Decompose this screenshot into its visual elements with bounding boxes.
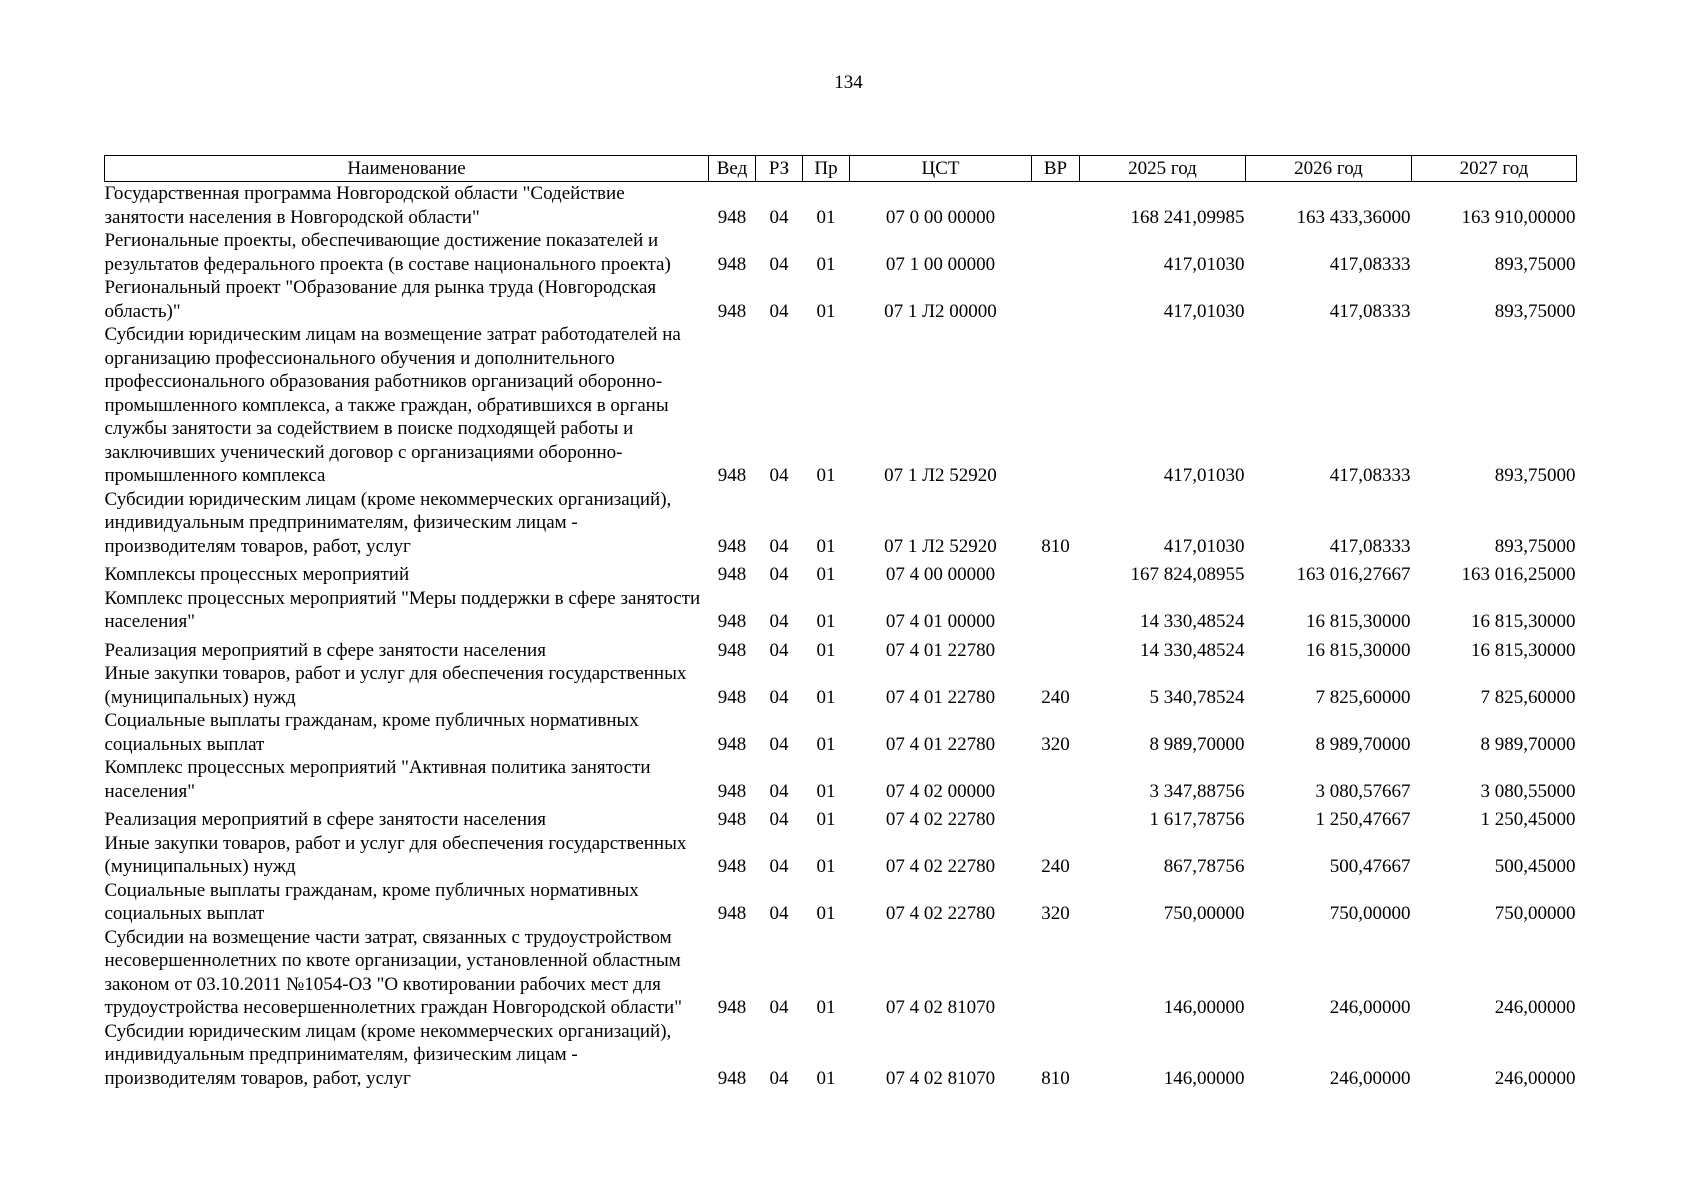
table-row: [105, 634, 1577, 663]
cell-cst: 07 1 00 00000: [885, 253, 996, 275]
cell-2025: 417,01030: [1163, 535, 1245, 557]
cell-rz: 04: [769, 780, 789, 802]
cell-2027: 500,45000: [1494, 856, 1576, 877]
cell-cst: 07 4 02 22780: [885, 903, 996, 924]
cell-ved: 948: [717, 1067, 747, 1089]
cell-pr: 01: [816, 809, 836, 830]
cell-vr: [1032, 587, 1080, 634]
header-ved: Вед: [709, 156, 756, 182]
cell-pr: 01: [816, 903, 836, 924]
cell-vr: [1032, 756, 1080, 803]
cell-ved: 948: [717, 253, 747, 275]
cell-2025: 417,01030: [1163, 300, 1245, 322]
cell-ved: 948: [717, 733, 747, 755]
header-pr: Пр: [803, 156, 850, 182]
cell-cst: 07 4 01 00000: [885, 611, 996, 632]
header-2026: 2026 год: [1246, 156, 1412, 182]
cell-cst: 07 4 02 22780: [885, 809, 996, 830]
cell-rz: 04: [769, 686, 789, 708]
cell-vr: [1032, 803, 1080, 832]
table-row: [105, 832, 1577, 879]
cell-2026: 417,08333: [1329, 300, 1411, 322]
cell-vr: 240: [1041, 686, 1070, 708]
cell-2026: 7 825,60000: [1315, 686, 1411, 708]
cell-rz: 04: [769, 903, 789, 924]
cell-pr: 01: [816, 206, 836, 228]
cell-2025: 14 330,48524: [1140, 639, 1245, 661]
cell-2027: 246,00000: [1494, 997, 1576, 1018]
cell-2026: 750,00000: [1329, 903, 1411, 924]
table-row: [105, 803, 1577, 832]
cell-ved: 948: [717, 809, 747, 830]
cell-ved: 948: [717, 611, 747, 632]
cell-vr: 810: [1041, 535, 1070, 557]
cell-2027: 8 989,70000: [1480, 733, 1576, 755]
cell-2025: 417,01030: [1163, 253, 1245, 275]
cell-ved: 948: [717, 639, 747, 661]
cell-pr: 01: [816, 611, 836, 632]
cell-cst: 07 4 01 22780: [885, 686, 996, 708]
cell-ved: 948: [717, 465, 747, 486]
cell-name: Субсидии на возмещение части затрат, связанных с трудоустройством несовершеннолетних по квоте организации, установленной областным законом от 03.10.2011 №1054-ОЗ "О квотировании рабочих мест для трудоустройства несовершеннолетних граждан Новгородской области": [104, 926, 682, 1018]
cell-2026: 163 433,36000: [1296, 206, 1411, 228]
cell-2027: 893,75000: [1494, 535, 1576, 557]
header-name: Наименование: [105, 156, 709, 182]
cell-ved: 948: [717, 300, 747, 322]
cell-rz: 04: [769, 465, 789, 486]
table-row: [105, 879, 1577, 926]
cell-ved: 948: [717, 997, 747, 1018]
cell-2025: 146,00000: [1163, 1067, 1245, 1089]
cell-2025: 14 330,48524: [1140, 611, 1245, 632]
cell-pr: 01: [816, 535, 836, 557]
header-rz: РЗ: [756, 156, 803, 182]
cell-2026: 417,08333: [1329, 535, 1411, 557]
table-body: [105, 182, 1577, 1091]
cell-pr: 01: [816, 639, 836, 661]
cell-2027: 163 910,00000: [1461, 206, 1576, 228]
cell-name: Социальные выплаты гражданам, кроме публичных нормативных социальных выплат: [104, 879, 639, 924]
table-row: [105, 1020, 1577, 1091]
header-vr: ВР: [1032, 156, 1080, 182]
cell-vr: [1032, 634, 1080, 663]
table-row: [105, 276, 1577, 323]
cell-rz: 04: [769, 535, 789, 557]
cell-vr: 810: [1041, 1067, 1070, 1089]
table-row: [105, 587, 1577, 634]
cell-cst: 07 4 02 81070: [885, 1067, 996, 1089]
cell-2027: 16 815,30000: [1471, 639, 1576, 661]
cell-name: Государственная программа Новгородской области "Содействие занятости населения в Новгородской области": [104, 183, 625, 228]
cell-cst: 07 4 02 22780: [885, 856, 996, 877]
cell-2026: 8 989,70000: [1315, 733, 1411, 755]
cell-vr: 240: [1041, 856, 1070, 877]
cell-vr: [1032, 926, 1080, 1020]
budget-table: [104, 155, 1577, 1090]
cell-pr: 01: [816, 253, 836, 275]
cell-2027: 893,75000: [1494, 465, 1576, 486]
cell-2025: 8 989,70000: [1149, 733, 1245, 755]
cell-2026: 417,08333: [1329, 253, 1411, 275]
table-header: [105, 156, 1577, 182]
page-number: 134: [834, 72, 863, 93]
cell-name: Реализация мероприятий в сфере занятости населения: [104, 809, 546, 830]
cell-2025: 167 824,08955: [1130, 564, 1245, 585]
table-row: [105, 662, 1577, 709]
cell-name: Иные закупки товаров, работ и услуг для обеспечения государственных (муниципальных) нужд: [104, 832, 687, 877]
cell-pr: 01: [816, 564, 836, 585]
cell-pr: 01: [816, 997, 836, 1018]
cell-2026: 500,47667: [1329, 856, 1411, 877]
cell-2025: 3 347,88756: [1149, 780, 1245, 802]
table-row: [105, 756, 1577, 803]
cell-ved: 948: [717, 535, 747, 557]
cell-vr: [1032, 182, 1080, 230]
cell-2027: 750,00000: [1494, 903, 1576, 924]
cell-cst: 07 4 02 81070: [885, 997, 996, 1018]
cell-2026: 1 250,47667: [1315, 809, 1411, 830]
cell-2025: 5 340,78524: [1149, 686, 1245, 708]
cell-2026: 3 080,57667: [1315, 780, 1411, 802]
cell-name: Комплексы процессных мероприятий: [104, 564, 410, 585]
cell-pr: 01: [816, 465, 836, 486]
cell-2027: 893,75000: [1494, 253, 1576, 275]
header-2027: 2027 год: [1412, 156, 1577, 182]
cell-cst: 07 4 01 22780: [885, 733, 996, 755]
cell-rz: 04: [769, 300, 789, 322]
cell-rz: 04: [769, 639, 789, 661]
cell-pr: 01: [816, 780, 836, 802]
table-row: [105, 323, 1577, 488]
cell-2025: 1 617,78756: [1149, 809, 1245, 830]
cell-pr: 01: [816, 1067, 836, 1089]
cell-vr: 320: [1041, 733, 1070, 755]
cell-name: Иные закупки товаров, работ и услуг для обеспечения государственных (муниципальных) нужд: [104, 663, 687, 708]
cell-cst: 07 1 Л2 52920: [884, 465, 997, 486]
cell-rz: 04: [769, 564, 789, 585]
cell-vr: [1032, 558, 1080, 587]
table-row: [105, 488, 1577, 559]
cell-name: Комплекс процессных мероприятий "Активная политика занятости населения": [104, 757, 651, 802]
table-row: [105, 709, 1577, 756]
cell-name: Реализация мероприятий в сфере занятости населения: [104, 639, 546, 661]
cell-rz: 04: [769, 1067, 789, 1089]
cell-2027: 246,00000: [1494, 1067, 1576, 1089]
cell-name: Региональный проект "Образование для рынка труда (Новгородская область)": [104, 277, 657, 322]
cell-2027: 3 080,55000: [1480, 780, 1576, 802]
cell-cst: 07 1 Л2 52920: [884, 535, 997, 557]
cell-2025: 417,01030: [1163, 465, 1245, 486]
cell-name: Субсидии юридическим лицам (кроме некоммерческих организаций), индивидуальным предпринимателям, физическим лицам - производителям товаров, работ, услуг: [104, 1020, 672, 1089]
cell-ved: 948: [717, 903, 747, 924]
cell-rz: 04: [769, 997, 789, 1018]
cell-pr: 01: [816, 856, 836, 877]
cell-2025: 750,00000: [1163, 903, 1245, 924]
cell-2026: 246,00000: [1329, 997, 1411, 1018]
cell-vr: [1032, 276, 1080, 323]
cell-name: Субсидии юридическим лицам на возмещение затрат работодателей на организацию профессионального обучения и дополнительного профессионального образования работников организаций оборонно-промышленного комплекса, а также граждан, обратившихся в органы службы занятости за содействием в поиске подходящей работы и заключивших ученический договор с организациями оборонно-промышленного комплекса: [104, 324, 681, 486]
table-row: [105, 182, 1577, 230]
cell-2027: 163 016,25000: [1461, 564, 1576, 585]
header-2025: 2025 год: [1080, 156, 1246, 182]
cell-2027: 16 815,30000: [1471, 611, 1576, 632]
cell-2026: 163 016,27667: [1296, 564, 1411, 585]
cell-2027: 893,75000: [1494, 300, 1576, 322]
cell-pr: 01: [816, 686, 836, 708]
table-row: [105, 558, 1577, 587]
cell-pr: 01: [816, 300, 836, 322]
cell-2026: 246,00000: [1329, 1067, 1411, 1089]
cell-rz: 04: [769, 611, 789, 632]
cell-name: Комплекс процессных мероприятий "Меры поддержки в сфере занятости населения": [104, 587, 701, 632]
cell-2026: 16 815,30000: [1306, 611, 1411, 632]
cell-cst: 07 0 00 00000: [885, 206, 996, 228]
cell-2025: 146,00000: [1163, 997, 1245, 1018]
cell-ved: 948: [717, 686, 747, 708]
cell-rz: 04: [769, 856, 789, 877]
cell-2027: 1 250,45000: [1480, 809, 1576, 830]
cell-name: Социальные выплаты гражданам, кроме публичных нормативных социальных выплат: [104, 710, 639, 755]
cell-2025: 168 241,09985: [1130, 206, 1245, 228]
cell-vr: [1032, 229, 1080, 276]
cell-cst: 07 1 Л2 00000: [884, 300, 997, 322]
cell-name: Субсидии юридическим лицам (кроме некоммерческих организаций), индивидуальным предпринимателям, физическим лицам - производителям товаров, работ, услуг: [104, 488, 672, 557]
cell-cst: 07 4 00 00000: [885, 564, 996, 585]
cell-ved: 948: [717, 856, 747, 877]
cell-rz: 04: [769, 206, 789, 228]
table-row: [105, 229, 1577, 276]
cell-cst: 07 4 01 22780: [885, 639, 996, 661]
cell-ved: 948: [717, 206, 747, 228]
cell-pr: 01: [816, 733, 836, 755]
cell-rz: 04: [769, 809, 789, 830]
table-row: [105, 926, 1577, 1020]
cell-2025: 867,78756: [1163, 856, 1245, 877]
cell-vr: [1032, 323, 1080, 488]
cell-rz: 04: [769, 253, 789, 275]
cell-2026: 16 815,30000: [1306, 639, 1411, 661]
cell-ved: 948: [717, 564, 747, 585]
cell-rz: 04: [769, 733, 789, 755]
cell-cst: 07 4 02 00000: [885, 780, 996, 802]
cell-ved: 948: [717, 780, 747, 802]
header-cst: ЦСТ: [850, 156, 1032, 182]
cell-2027: 7 825,60000: [1480, 686, 1576, 708]
cell-vr: 320: [1041, 903, 1070, 924]
cell-2026: 417,08333: [1329, 465, 1411, 486]
cell-name: Региональные проекты, обеспечивающие достижение показателей и результатов федерального проекта (в составе национального проекта): [104, 230, 671, 275]
